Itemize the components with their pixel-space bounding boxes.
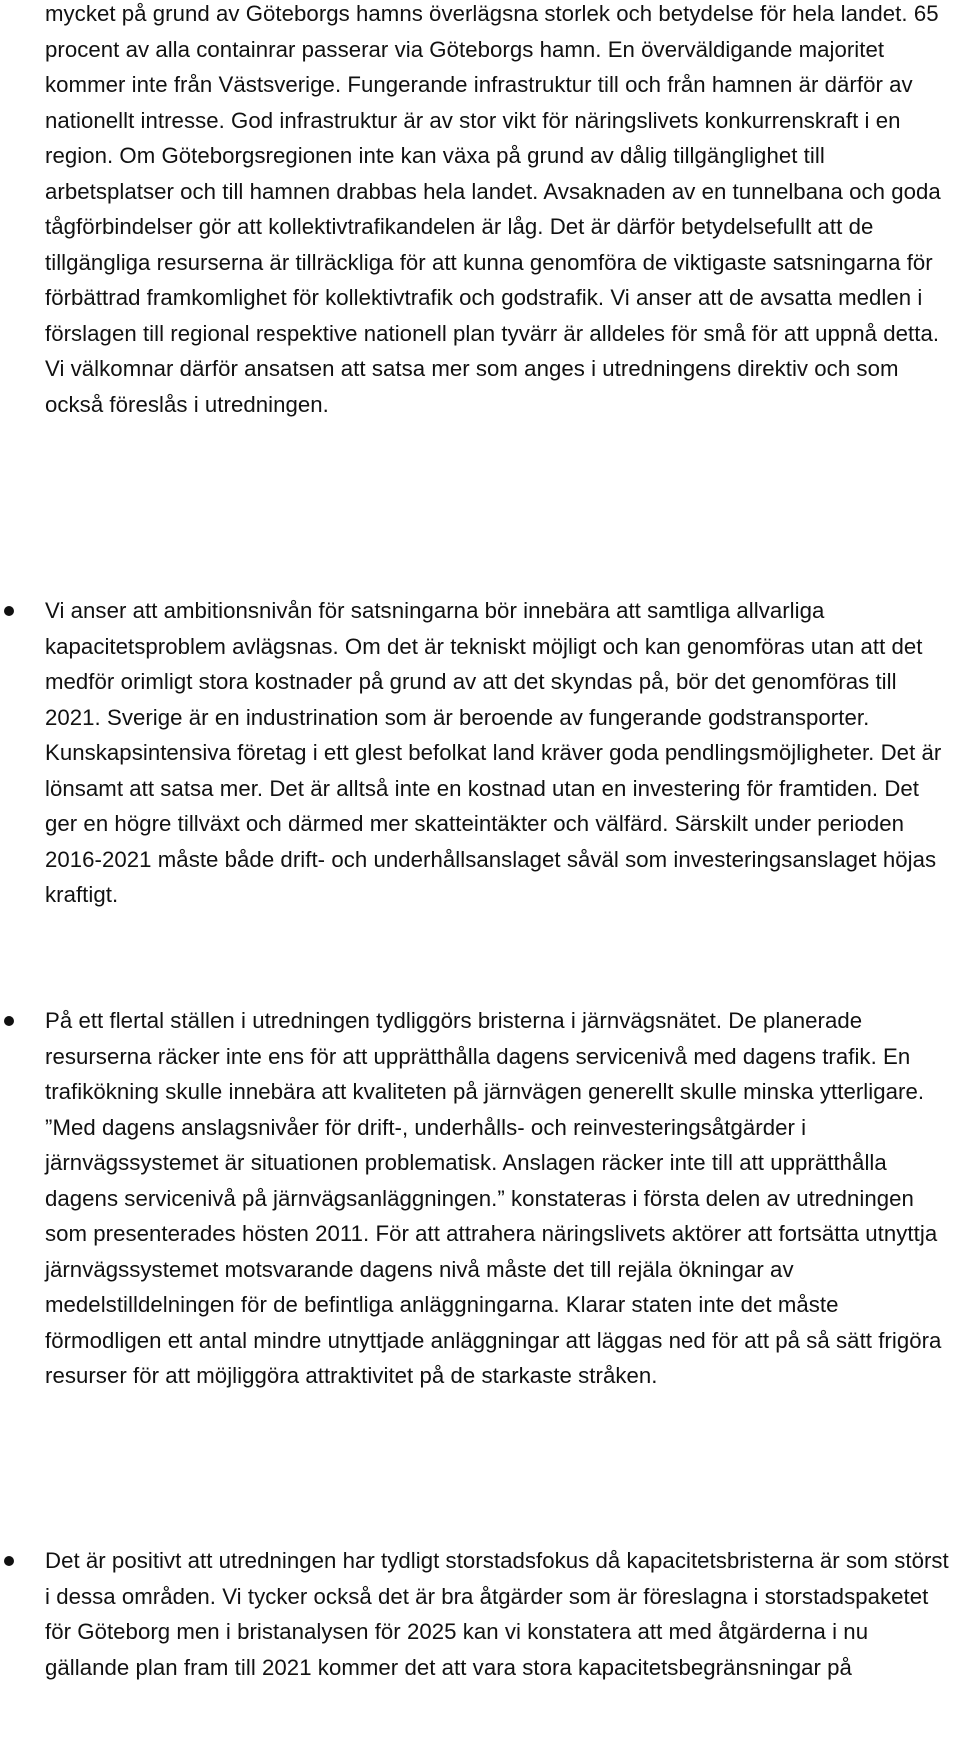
intro-paragraph: mycket på grund av Göteborgs hamns överlägsna storlek och betydelse för hela landet. 65 procent av alla containrar passerar via Göteborgs hamn. En överväldigande majoritet kommer inte från Västsverige. Fungerande infrastruktur till och från hamnen är därför av nationellt intresse. God infrastruktur är av stor vikt för näringslivets konkurrenskraft i en region. Om Göteborgsregionen inte kan växa på grund av dålig tillgänglighet till arbetsplatser och till hamnen drabbas hela landet. Avsaknaden av en tunnelbana och goda tågförbindelser gör att kollektivtrafikandelen är låg. Det är därför betydelsefullt att de tillgängliga resurserna är tillräckliga för att kunna genomföra de viktigaste satsningarna för förbättrad framkomlighet för kollektivtrafik och godstrafik. Vi anser att de avsatta medlen i förslagen till regional respektive nationell plan tyvärr är alldeles för små för att uppnå detta. Vi välkomnar därför ansatsen att satsa mer som anges i utredningens direktiv och som också föreslås i utredningen. [45, 1, 941, 417]
bullet-icon [4, 606, 14, 616]
bullet-item-text: Det är positivt att utredningen har tydligt storstadsfokus då kapacitetsbristerna är som störst i dessa områden. Vi tycker också det är bra åtgärder som är föreslagna i storstadspaketet för Göteborg men i bristanalysen för 2025 kan vi konstatera att med åtgärderna i nu gällande plan fram till 2021 kommer det att vara stora kapacitetsbegränsningar på [45, 1548, 949, 1680]
bullet-icon [4, 1556, 14, 1566]
bullet-icon [4, 1016, 14, 1026]
bullet-item-text: På ett flertal ställen i utredningen tydliggörs bristerna i järnvägsnätet. De planerade resurserna räcker inte ens för att upprätthålla dagens servicenivå med dagens trafik. En trafikökning skulle innebära att kvaliteten på järnvägen generellt skulle minska ytterligare. ”Med dagens anslagsnivåer för drift-, underhålls- och reinvesteringsåtgärder i järnvägssystemet är situationen problematisk. Anslagen räcker inte till att upprätthålla dagens servicenivå på järnvägsanläggningen.” konstateras i första delen av utredningen som presenterades hösten 2011. För att attrahera näringslivets aktörer att fortsätta utnyttja järnvägssystemet motsvarande dagens nivå måste det till rejäla ökningar av medelstilldelningen för de befintliga anläggningarna. Klarar staten inte det måste förmodligen ett antal mindre utnyttjade anläggningar att läggas ned för att på så sätt frigöra resurser för att möjliggöra attraktivitet på de starkaste stråken. [45, 1008, 942, 1388]
bullet-item-text: Vi anser att ambitionsnivån för satsningarna bör innebära att samtliga allvarliga kapacitetsproblem avlägsnas. Om det är tekniskt möjligt och kan genomföras utan att det medför orimligt stora kostnader på grund av att det skyndas på, bör det genomföras till 2021. Sverige är en industrination som är beroende av fungerande godstransporter. Kunskapsintensiva företag i ett glest befolkat land kräver goda pendlingsmöjligheter. Det är lönsamt att satsa mer. Det är alltså inte en kostnad utan en investering för framtiden. Det ger en högre tillväxt och därmed mer skatteintäkter och välfärd. Särskilt under perioden 2016-2021 måste både drift- och underhållsanslaget såväl som investeringsanslaget höjas kraftigt. [45, 598, 942, 907]
